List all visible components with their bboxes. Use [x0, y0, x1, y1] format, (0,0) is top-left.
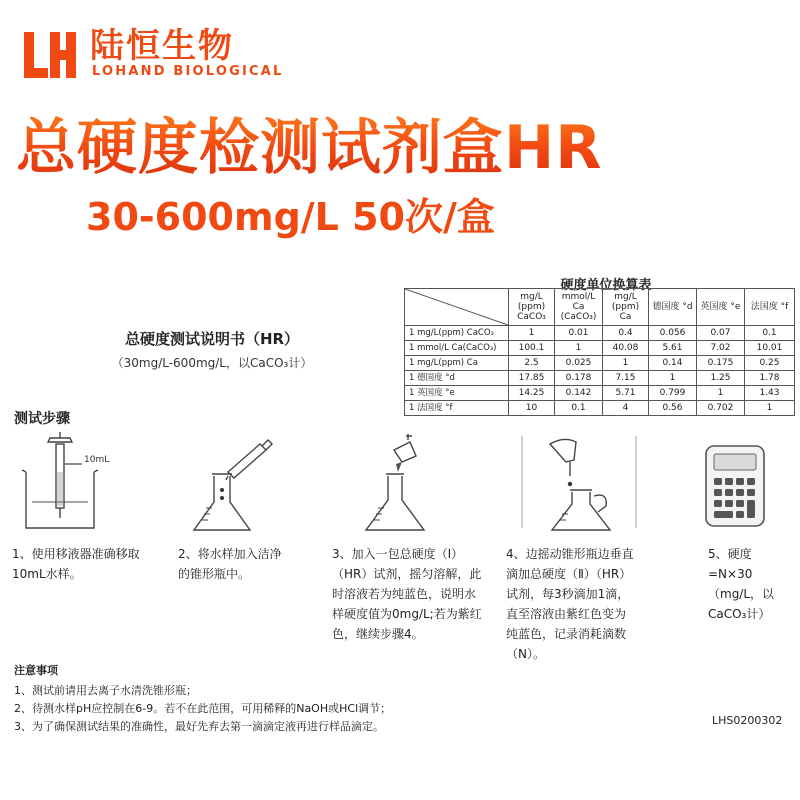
table-row — [405, 326, 795, 341]
table-cell: 0.1 — [555, 401, 603, 416]
pour-flask-icon — [168, 432, 298, 532]
calculator-icon — [690, 440, 780, 530]
step-3-text: 3、加入一包总硬度（Ⅰ）（HR）试剂，摇匀溶解，此时溶液若为纯蓝色，说明水样硬度值为0mg/L;若为紫红色，继续步骤4。 — [332, 547, 482, 641]
titration-flask-icon — [514, 432, 644, 532]
row-label: 1 mg/L(ppm) CaCO₃ — [405, 326, 509, 341]
step-1-text: 1、使用移液器准确移取10mL水样。 — [12, 547, 140, 581]
table-cell: 0.56 — [649, 401, 697, 416]
conversion-table-header-row — [405, 289, 795, 326]
table-cell: 7.15 — [603, 371, 649, 386]
table-cell: 14.25 — [509, 386, 555, 401]
table-cell: 1.78 — [745, 371, 795, 386]
pipette-beaker-icon — [12, 432, 142, 532]
table-cell: 0.025 — [555, 356, 603, 371]
product-subtitle: 30-600mg/L 50次/盒 — [86, 195, 495, 239]
table-cell: 1 — [555, 341, 603, 356]
table-row — [405, 371, 795, 386]
column-header: 英国度 °e — [697, 289, 745, 326]
table-cell: 1 — [697, 386, 745, 401]
step-2-text: 2、将水样加入洁净的锥形瓶中。 — [178, 547, 282, 581]
table-cell: 0.4 — [603, 326, 649, 341]
row-label: 1 法国度 °f — [405, 401, 509, 416]
table-cell: 10.01 — [745, 341, 795, 356]
table-cell: 0.01 — [555, 326, 603, 341]
table-cell: 1 — [649, 371, 697, 386]
table-cell: 0.056 — [649, 326, 697, 341]
table-cell: 0.1 — [745, 326, 795, 341]
column-header: mg/L (ppm) CaCO₃ — [509, 289, 555, 326]
table-row — [405, 356, 795, 371]
table-cell: 1 — [745, 401, 795, 416]
note-item: 1、测试前请用去离子水清洗锥形瓶； — [14, 684, 197, 697]
table-cell: 4 — [603, 401, 649, 416]
table-cell: 5.71 — [603, 386, 649, 401]
product-title: 总硬度检测试剂盒HR — [16, 100, 602, 186]
step-5-text: 5、硬度=N×30（mg/L，以CaCO₃计） — [708, 547, 775, 621]
row-label: 1 mmol/L Ca(CaCO₃) — [405, 341, 509, 356]
manual-title: 总硬度测试说明书（HR） — [124, 330, 300, 348]
brand-name-cn: 陆恒生物 — [90, 26, 234, 66]
column-header: mmol/L Ca (CaCO₃) — [555, 289, 603, 326]
table-cell: 10 — [509, 401, 555, 416]
table-cell: 1 — [509, 326, 555, 341]
table-cell: 100.1 — [509, 341, 555, 356]
table-cell: 7.02 — [697, 341, 745, 356]
table-cell: 5.61 — [649, 341, 697, 356]
illus-volume-label: 10mL — [84, 455, 110, 465]
table-cell: 1.43 — [745, 386, 795, 401]
table-row — [405, 386, 795, 401]
table-cell: 0.799 — [649, 386, 697, 401]
table-cell: 0.07 — [697, 326, 745, 341]
table-cell: 17.85 — [509, 371, 555, 386]
table-cell: 0.178 — [555, 371, 603, 386]
table-cell: 1.25 — [697, 371, 745, 386]
table-corner-cell — [405, 289, 509, 326]
table-row — [405, 341, 795, 356]
table-cell: 0.142 — [555, 386, 603, 401]
brand-name-en: LOHAND BIOLOGICAL — [92, 64, 284, 79]
lh-logo-icon — [20, 26, 78, 82]
table-cell: 1 — [603, 356, 649, 371]
column-header: 法国度 °f — [745, 289, 795, 326]
table-cell: 0.25 — [745, 356, 795, 371]
table-cell: 2.5 — [509, 356, 555, 371]
table-cell: 0.175 — [697, 356, 745, 371]
note-item: 3、为了确保测试结果的准确性，最好先弃去第一滴滴定液再进行样品滴定。 — [14, 720, 384, 733]
row-label: 1 德国度 °d — [405, 371, 509, 386]
row-label: 1 英国度 °e — [405, 386, 509, 401]
conversion-table — [404, 288, 795, 416]
table-cell: 0.702 — [697, 401, 745, 416]
step-4-text: 4、边摇动锥形瓶边垂直滴加总硬度（Ⅱ）（HR）试剂，每3秒滴加1滴，直至溶液由紫红色变为纯蓝色，记录消耗滴数（N）。 — [506, 547, 634, 661]
table-row — [405, 401, 795, 416]
conversion-table-title: 硬度单位换算表 — [560, 278, 652, 293]
table-cell: 0.14 — [649, 356, 697, 371]
note-item: 2、待测水样pH应控制在6-9。若不在此范围，可用稀释的NaOH或HCl调节； — [14, 702, 392, 715]
add-reagent-flask-icon — [336, 432, 466, 532]
notes-heading: 注意事项 — [14, 664, 58, 677]
steps-heading: 测试步骤 — [14, 411, 70, 427]
manual-range: （30mg/L-600mg/L，以CaCO₃计） — [111, 356, 313, 370]
row-label: 1 mg/L(ppm) Ca — [405, 356, 509, 371]
column-header: 德国度 °d — [649, 289, 697, 326]
table-cell: 40.08 — [603, 341, 649, 356]
column-header: mg/L (ppm) Ca — [603, 289, 649, 326]
product-code: LHS0200302 — [712, 714, 783, 727]
